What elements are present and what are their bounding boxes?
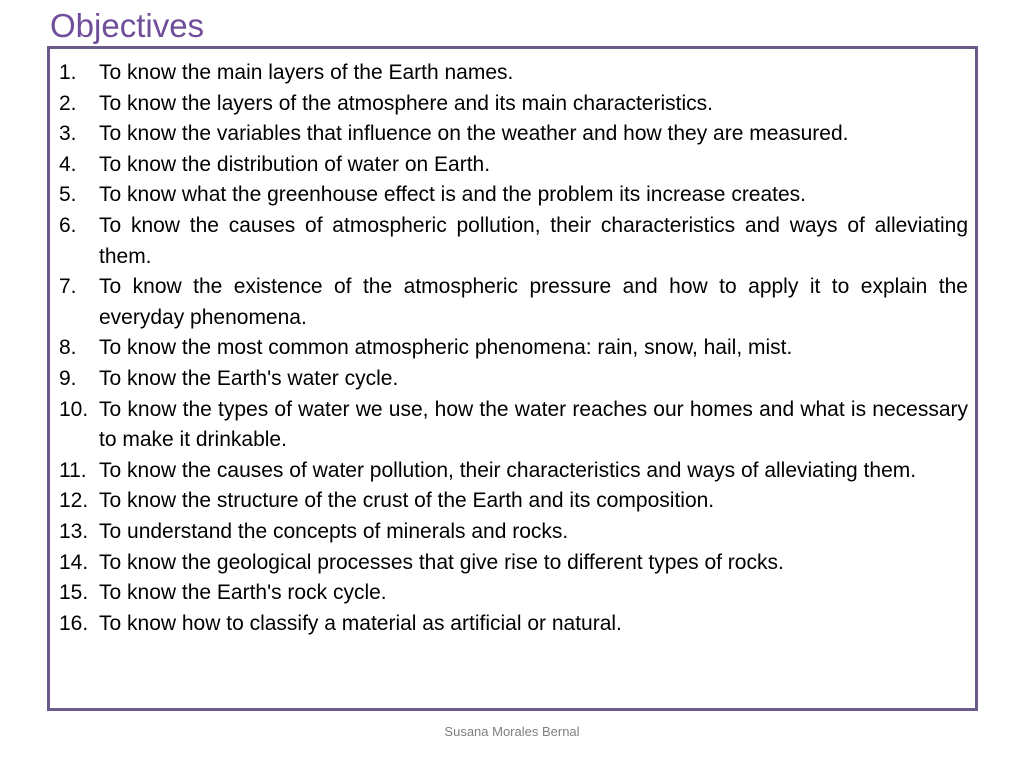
objectives-list: [59, 58, 968, 639]
list-item-number: 7.: [59, 275, 77, 299]
list-item-number: 12.: [59, 489, 89, 513]
list-item-number: 10.: [59, 397, 89, 421]
list-item: [59, 486, 968, 517]
list-item: [59, 364, 968, 395]
list-item: [59, 548, 968, 579]
list-item-text: To know the causes of water pollution, their characteristics and ways of alleviating them.: [99, 458, 917, 482]
list-item: [59, 578, 968, 609]
list-item-number: 3.: [59, 122, 77, 146]
list-item-text: To know the existence of the atmospheric pressure and how to apply it to explain the everyday phenomena.: [99, 275, 968, 329]
list-item: [59, 456, 968, 487]
list-item-text: To know the structure of the crust of the Earth and its composition.: [99, 489, 715, 513]
list-item: [59, 180, 968, 211]
list-item-text: To know the layers of the atmosphere and its main characteristics.: [99, 91, 713, 115]
list-item-text: To know the Earth's water cycle.: [99, 366, 399, 390]
footer-author: Susana Morales Bernal: [444, 724, 580, 739]
list-item-text: To know the main layers of the Earth names.: [99, 61, 514, 84]
list-item-number: 14.: [59, 550, 89, 574]
list-item-text: To understand the concepts of minerals and rocks.: [99, 519, 569, 543]
list-item-number: 2.: [59, 91, 77, 115]
list-item-number: 11.: [59, 458, 87, 482]
list-item: [59, 150, 968, 181]
list-item: [59, 211, 968, 272]
list-item-number: 16.: [59, 611, 89, 635]
list-item-number: 9.: [59, 366, 77, 390]
list-item: [59, 395, 968, 456]
list-item-text: To know the causes of atmospheric pollution, their characteristics and ways of alleviating them.: [99, 213, 968, 268]
list-item: [59, 58, 968, 89]
slide-title: Objectives: [50, 7, 205, 44]
list-item-text: To know how to classify a material as artificial or natural.: [99, 611, 622, 635]
list-item-number: 1.: [59, 61, 77, 84]
list-item-number: 13.: [59, 519, 89, 543]
list-item: [59, 609, 968, 640]
objectives-box: [47, 46, 978, 711]
list-item: [59, 119, 968, 150]
list-item-number: 15.: [59, 581, 89, 605]
list-item-number: 6.: [59, 213, 77, 237]
list-item-text: To know the Earth's rock cycle.: [99, 581, 387, 605]
list-item-text: To know the variables that influence on the weather and how they are measured.: [99, 122, 849, 146]
list-item-number: 4.: [59, 152, 77, 176]
list-item-text: To know the distribution of water on Earth.: [99, 152, 491, 176]
list-item: [59, 89, 968, 120]
list-item: [59, 333, 968, 364]
list-item-text: To know what the greenhouse effect is and the problem its increase creates.: [99, 183, 807, 207]
list-item-text: To know the geological processes that give rise to different types of rocks.: [99, 550, 784, 574]
list-item: [59, 517, 968, 548]
list-item: [59, 272, 968, 333]
list-item-number: 5.: [59, 183, 77, 207]
list-item-number: 8.: [59, 336, 77, 360]
list-item-text: To know the types of water we use, how the water reaches our homes and what is necessary to make it drinkable.: [99, 397, 968, 452]
list-item-text: To know the most common atmospheric phenomena: rain, snow, hail, mist.: [99, 336, 793, 360]
